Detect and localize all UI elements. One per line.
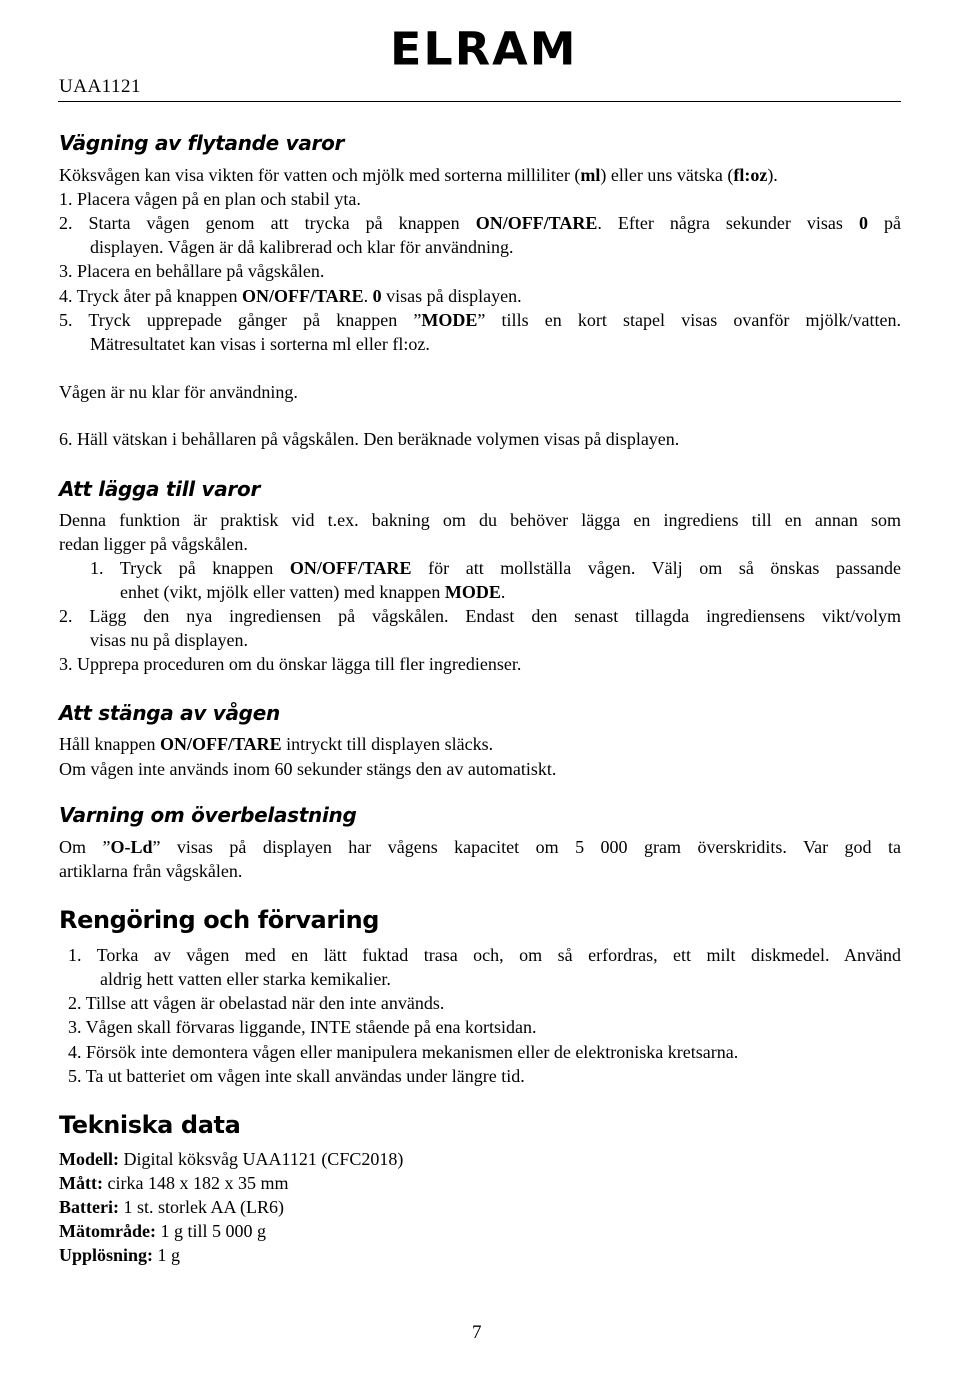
overload-line-2: artiklarna från vågskålen.: [59, 861, 243, 881]
liquids-step-2-cont: displayen. Vågen är då kalibrerad och klar för användning.: [90, 237, 514, 257]
section-title-add-items: Att lägga till varor: [59, 477, 261, 501]
power-off-line-1: Håll knappen ON/OFF/TARE intryckt till displayen släcks.: [59, 734, 494, 754]
cleaning-step-3: 3. Vågen skall förvaras liggande, INTE stående på ena kortsidan.: [68, 1017, 537, 1037]
page-number: 7: [472, 1322, 482, 1343]
liquids-step-1: 1. Placera vågen på en plan och stabil yta.: [59, 189, 361, 209]
elram-logo: ELRAM: [390, 22, 578, 76]
section-title-power-off: Att stänga av vågen: [59, 701, 280, 725]
cleaning-step-1: 1. Torka av vågen med en lätt fuktad trasa och, om så erfordras, ett milt diskmedel. Använd: [68, 945, 901, 965]
add-intro: Denna funktion är praktisk vid t.ex. bakning om du behöver lägga en ingrediens till en annan som: [59, 510, 901, 530]
liquids-step-2: 2. Starta vågen genom att trycka på knappen ON/OFF/TARE. Efter några sekunder visas 0 på: [59, 213, 901, 233]
cleaning-step-2: 2. Tillse att vågen är obelastad när den inte används.: [68, 993, 445, 1013]
liquids-step-4: 4. Tryck åter på knappen ON/OFF/TARE. 0 visas på displayen.: [59, 286, 522, 306]
cleaning-step-5: 5. Ta ut batteriet om vågen inte skall användas under längre tid.: [68, 1066, 525, 1086]
add-step-1-cont: enhet (vikt, mjölk eller vatten) med knappen MODE.: [120, 582, 506, 602]
overload-line-1: Om ”O-Ld” visas på displayen har vågens kapacitet om 5 000 gram överskridits. Var god ta: [59, 837, 901, 857]
section-title-overload: Varning om överbelastning: [59, 803, 357, 827]
section-title-cleaning: Rengöring och förvaring: [59, 906, 380, 934]
spec-row-range: Mätområde: 1 g till 5 000 g: [59, 1221, 266, 1241]
section-title-liquids: Vägning av flytande varor: [59, 131, 345, 155]
liquids-step-5: 5. Tryck upprepade gånger på knappen ”MODE” tills en kort stapel visas ovanför mjölk/vatten.: [59, 310, 901, 330]
add-step-2: 2. Lägg den nya ingrediensen på vågskålen. Endast den senast tillagda ingrediensens vikt/volym: [59, 606, 901, 626]
add-step-1: 1. Tryck på knappen ON/OFF/TARE för att mollställa vågen. Välj om så önskas passande: [90, 558, 901, 578]
spec-row-model: Modell: Digital köksvåg UAA1121 (CFC2018): [59, 1149, 404, 1169]
liquids-step-6: 6. Häll vätskan i behållaren på vågskålen. Den beräknade volymen visas på displayen.: [59, 429, 680, 449]
model-code: UAA1121: [59, 76, 141, 97]
spec-row-battery: Batteri: 1 st. storlek AA (LR6): [59, 1197, 284, 1217]
spec-row-dimensions: Mått: cirka 148 x 182 x 35 mm: [59, 1173, 289, 1193]
cleaning-step-4: 4. Försök inte demontera vågen eller manipulera mekanismen eller de elektroniska kretsarna.: [68, 1042, 739, 1062]
section-title-specs: Tekniska data: [59, 1111, 241, 1139]
liquids-step-5-cont: Mätresultatet kan visas i sorterna ml eller fl:oz.: [90, 334, 430, 354]
cleaning-step-1-cont: aldrig hett vatten eller starka kemikalier.: [100, 969, 391, 989]
spec-row-resolution: Upplösning: 1 g: [59, 1245, 181, 1265]
add-step-3: 3. Upprepa proceduren om du önskar lägga till fler ingredienser.: [59, 654, 522, 674]
add-step-2-cont: visas nu på displayen.: [90, 630, 248, 650]
add-intro-cont: redan ligger på vågskålen.: [59, 534, 248, 554]
power-off-line-2: Om vågen inte används inom 60 sekunder stängs den av automatiskt.: [59, 759, 557, 779]
liquids-intro: Köksvågen kan visa vikten för vatten och mjölk med sorterna milliliter (ml) eller uns vätska (fl:oz).: [59, 165, 778, 185]
header-divider: [58, 101, 901, 102]
liquids-step-3: 3. Placera en behållare på vågskålen.: [59, 261, 325, 281]
ready-note: Vågen är nu klar för användning.: [59, 382, 298, 402]
